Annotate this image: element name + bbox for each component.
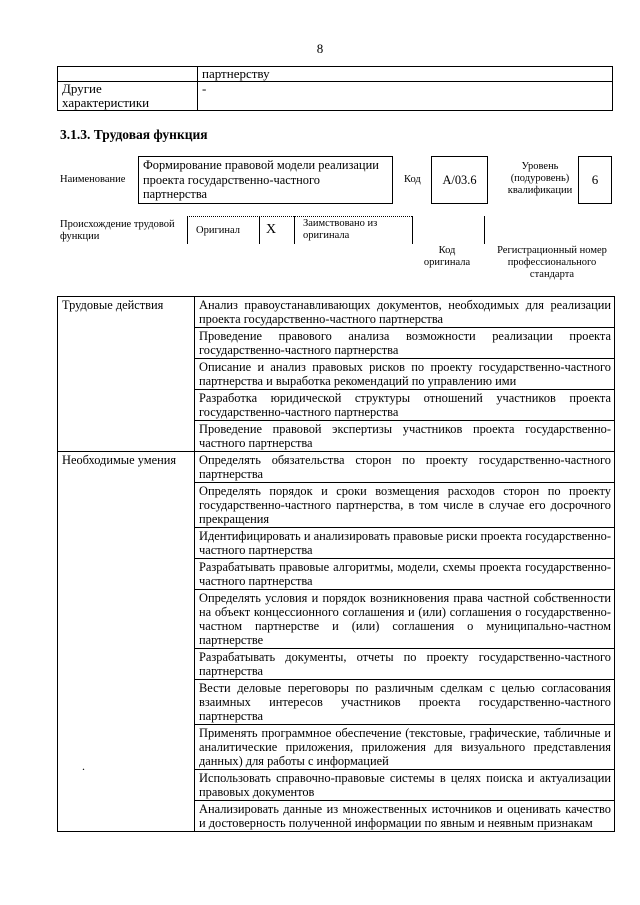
origin-reg-caption [489, 245, 615, 281]
name-label: Наименование [60, 174, 126, 185]
code-label: Код [404, 174, 421, 185]
table-row [58, 452, 615, 483]
origin-code-caption-line1: Код [438, 245, 456, 256]
skill-item: Идентифицировать и анализировать правовые риски проекта государственно-частного партнерства [195, 528, 615, 559]
origin-divider [484, 216, 485, 244]
origin-divider [412, 216, 413, 244]
origin-boxes [187, 216, 613, 244]
stray-mark: . [82, 759, 85, 773]
name-value-line2: проекта государственно-частного [143, 172, 320, 187]
skill-item: Определять порядок и сроки возмещения расходов сторон по проекту государственно-частного партнерства, в том числе в случае его досрочного прекращения [195, 483, 615, 528]
origin-code-caption-line2: оригинала [423, 257, 471, 268]
origin-divider [187, 216, 188, 244]
origin-divider [294, 216, 295, 244]
action-item: Анализ правоустанавливающих документов, необходимых для реализации проекта государственно-частного партнерства [195, 297, 615, 328]
skill-item: Разрабатывать правовые алгоритмы, модели, схемы проекта государственно-частного партнерства [195, 559, 615, 590]
function-table [57, 296, 615, 832]
carryover-empty-cell [58, 67, 198, 82]
origin-original-mark: X [266, 222, 277, 237]
action-item: Проведение правовой экспертизы участников проекта государственно-частного партнерства [195, 421, 615, 452]
section-title: 3.1.3. Трудовая функция [60, 127, 208, 142]
carryover-label-line1: Другие [62, 81, 102, 96]
carryover-label [58, 82, 198, 111]
name-value-line3: партнерства [143, 187, 208, 201]
skills-label: Необходимые умения [58, 452, 195, 832]
skill-item: Определять условия и порядок возникновения права частной собственности на объект концессионного соглашения и (или) соглашения о государственно-частном партнерстве и (или) соглашения о муниципально-частном партнерстве [195, 590, 615, 649]
origin-reg-caption-line1: Регистрационный номер [497, 245, 607, 256]
level-value: 6 [578, 156, 612, 204]
origin-label-line2: функции [60, 231, 100, 242]
level-label-line3: квалификации [507, 185, 573, 196]
action-item: Проведение правового анализа возможности реализации проекта государственно-частного партнерства [195, 328, 615, 359]
origin-label-line1: Происхождение трудовой [60, 219, 175, 230]
carryover-value: партнерству [198, 67, 613, 82]
origin-original-label: Оригинал [196, 225, 240, 236]
skill-item: Анализировать данные из множественных источников и оценивать качество и достоверность полученной информации по явным и неявным признакам [195, 801, 615, 832]
page-number: 8 [316, 41, 324, 56]
code-value: A/03.6 [431, 156, 488, 204]
name-value-box [138, 156, 393, 204]
name-value-line1: Формирование правовой модели реализации [143, 158, 379, 172]
skill-item: Применять программное обеспечение (текстовые, графические, табличные и аналитические приложения, приложения для визуального представления данных) для работы с информацией [195, 725, 615, 770]
origin-reg-caption-line2: профессионального [507, 257, 597, 268]
level-label [497, 161, 583, 197]
carryover-dash: - [198, 82, 613, 111]
action-item: Разработка юридической структуры отношений участников проекта государственно-частного партнерства [195, 390, 615, 421]
carryover-label-line2: характеристики [62, 95, 150, 110]
carryover-table [57, 66, 613, 111]
actions-label: Трудовые действия [58, 297, 195, 452]
level-label-line1: Уровень [521, 161, 559, 172]
origin-reg-caption-line3: стандарта [529, 269, 575, 280]
skill-item: Определять обязательства сторон по проекту государственно-частного партнерства [195, 452, 615, 483]
origin-borrowed-line1: Заимствовано из [303, 218, 378, 229]
action-item: Описание и анализ правовых рисков по проекту государственно-частного партнерства и выработка рекомендаций по управлению ими [195, 359, 615, 390]
origin-label [60, 219, 175, 243]
origin-borrowed-line2: оригинала [303, 230, 350, 241]
skill-item: Использовать справочно-правовые системы в целях поиска и актуализации правовых документов [195, 770, 615, 801]
skill-item: Разрабатывать документы, отчеты по проекту государственно-частного партнерства [195, 649, 615, 680]
level-label-line2: (подуровень) [510, 173, 570, 184]
origin-divider [259, 216, 260, 244]
table-row [58, 297, 615, 328]
origin-borrowed-label [303, 218, 377, 242]
skill-item: Вести деловые переговоры по различным сделкам с целью согласования взаимных интересов участников проекта государственно-частного партнерства [195, 680, 615, 725]
origin-top-line [187, 216, 412, 218]
origin-code-caption [410, 245, 484, 269]
